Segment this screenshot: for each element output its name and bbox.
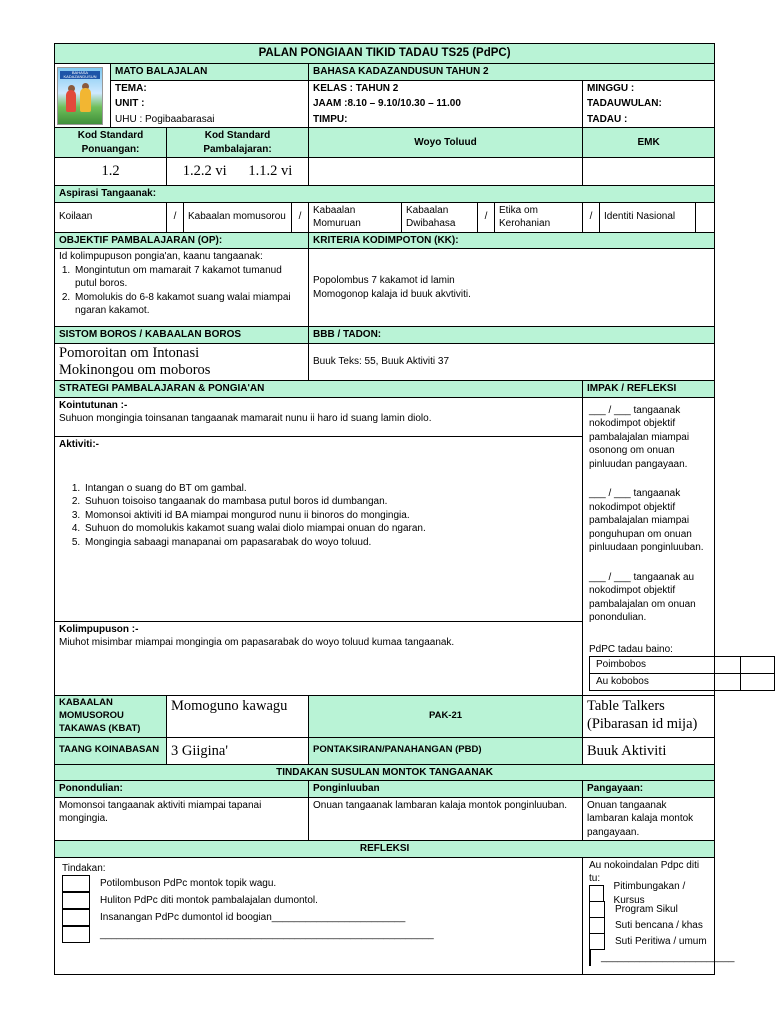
impak-p1: ___ / ___ tangaanak nokodimpot objektif pambalajalan miampai osonong om onuan pinluudan pangayaan. (589, 404, 690, 470)
tindakan-item: ____________________________________________________________ (100, 928, 434, 940)
kolimpupuson-text: Miuhot misimbar miampai mongingia om papasarabak do woyo toluud kumaa tangaanak. (59, 637, 455, 649)
aktiviti-item: 2. Suhuon toisoiso tangaanak do mambasa putul boros id dumbangan. (83, 495, 578, 509)
mato-label: MATO BALAJALAN (111, 64, 309, 81)
kod-pambalajaran-value: 1.2.2 vi 1.1.2 vi (167, 158, 309, 186)
kointutunan-text: Suhuon mongingia toinsanan tangaanak mamarait nunu ii haro id suang lamin diolo. (59, 413, 432, 425)
tindakan-label: Tindakan: (62, 862, 106, 874)
book-cover-cell (55, 64, 111, 128)
taang-value: 3 Giigina' (167, 737, 309, 764)
reason-checkbox[interactable] (589, 917, 605, 934)
sistom-label: SISTOM BOROS / KABAALAN BOROS (55, 327, 309, 344)
poimbobos-checkbox[interactable] (741, 657, 775, 674)
jaam-label: JAAM :8.10 – 9.10/10.30 – 11.00 (309, 96, 583, 112)
pangayaan-text: Onuan tangaanak lambaran kalaja montok pangayaan. (583, 797, 715, 841)
tema-label: TEMA: (111, 80, 309, 96)
reason-item: Pitimbungakan / Kursus (613, 881, 686, 906)
strategi-label: STRATEGI PAMBALAJARAN & PONGIA'AN (55, 381, 583, 398)
aktiviti-cell (55, 437, 583, 622)
aspirasi-tick-4: / (583, 202, 600, 232)
option-au-kobobos: Au kobobos (590, 674, 741, 691)
reason-checkbox[interactable] (589, 949, 591, 966)
ponondulian-text: Momonsoi tangaanak aktiviti miampai tapanai mongingia. (55, 797, 309, 841)
option-poimbobos: Poimbobos (590, 657, 741, 674)
bbb-text: Buuk Teks: 55, Buuk Aktiviti 37 (309, 343, 715, 381)
ponginluuban-text: Onuan tangaanak lambaran kalaja montok ponginluuban. (309, 797, 583, 841)
nokoindalan-label: Au nokoindalan Pdpc diti tu: (589, 859, 700, 885)
tindakan-checkbox[interactable] (62, 926, 90, 943)
aktiviti-label: Aktiviti:- (59, 439, 99, 451)
kointutunan-cell (55, 397, 583, 437)
nokoindalan-cell (583, 857, 735, 974)
pdpc-label: PdPC tadau baino: (589, 643, 673, 655)
tadau-label: TADAU : (583, 112, 715, 128)
emk-value (583, 158, 715, 186)
impak-p2: ___ / ___ tangaanak nokodimpot objektif pambalajalan miampai ponguhupan om onuan pinluudaan ponginluuban. (589, 488, 704, 554)
tindakan-checkbox[interactable] (62, 875, 90, 892)
taang-label: TAANG KOINABASAN (55, 737, 167, 764)
impak-content (583, 397, 715, 696)
objektif-item: 1. Mongintutun om mamarait 7 kakamot tumanud putul boros. (73, 264, 304, 291)
tindakan-checkbox[interactable] (62, 909, 90, 926)
impak-p3: ___ / ___ tangaanak au nokodimpot objektif pambalajalan om onuan ponondulian. (589, 571, 696, 624)
aspirasi-tick-3: / (478, 202, 495, 232)
aspirasi-tick-1: / (167, 202, 184, 232)
reason-checkbox[interactable] (589, 885, 604, 902)
aspirasi-item-momuruan: Kabaalan Momuruan (309, 202, 402, 232)
woyo-toluud-value (309, 158, 583, 186)
pdpc-options (589, 656, 775, 691)
reason-item: Suti Peritiwa / umum (615, 935, 707, 947)
tindakan-susulan-label: TINDAKAN SUSULAN MONTOK TANGAANAK (55, 764, 715, 781)
kelas-label: KELAS : TAHUN 2 (309, 80, 583, 96)
uhu-label: UHU : Pogibaabarasai (111, 112, 309, 128)
ponondulian-label: Ponondulian: (55, 781, 309, 798)
sistom-line-2: Mokinongou om moboros (59, 361, 211, 378)
aktiviti-item: 1. Intangan o suang do BT om gambal. (83, 482, 578, 496)
kolimpupuson-label: Kolimpupuson :- (59, 623, 139, 635)
ponginluuban-label: Ponginluuban (309, 781, 583, 798)
au-kobobos-checkbox[interactable] (741, 674, 775, 691)
kriteria-text: Popolombus 7 kakamot id lamin Momogonop kalaja id buuk akvtiviti. (313, 275, 471, 300)
objektif-item: 2. Momolukis do 6-8 kakamot suang walai miampai ngaran kakamot. (73, 291, 304, 318)
book-cover-image (57, 67, 103, 125)
kriteria-content (309, 249, 715, 327)
reason-item: ________________________ (601, 951, 735, 963)
aspirasi-label: Aspirasi Tangaanak: (55, 186, 715, 203)
aktiviti-item: 4. Suhuon do momolukis kakamot suang walai diolo miampai onuan do ngaran. (83, 522, 578, 536)
refleksi-label: REFLEKSI (55, 841, 715, 858)
reason-checkbox[interactable] (589, 901, 605, 918)
objektif-intro: Id kolimpupuson pongia'an, kaanu tangaanak: (59, 251, 263, 262)
lesson-plan-document (54, 43, 735, 975)
tindakan-cell (55, 857, 583, 974)
kointutunan-label: Kointutunan :- (59, 399, 128, 411)
aspirasi-item-identiti: Identiti Nasional (600, 202, 696, 232)
tindakan-checkbox[interactable] (62, 892, 90, 909)
tindakan-item: Potilombuson PdPc montok topik wagu. (100, 877, 277, 889)
objektif-content (55, 249, 309, 327)
kod-ponuangan-value: 1.2 (55, 158, 167, 186)
pak21-value: Table Talkers (Pibarasan id mija) (583, 696, 715, 737)
reason-checkbox[interactable] (589, 933, 605, 950)
timpu-label: TIMPU: (309, 112, 583, 128)
bbb-label: BBB / TADON: (309, 327, 715, 344)
lesson-plan-table (54, 43, 735, 975)
emk-label: EMK (583, 128, 715, 158)
objektif-label: OBJEKTIF PAMBALAJARAN (OP): (55, 232, 309, 249)
sistom-line-1: Pomoroitan om Intonasi (59, 344, 200, 361)
pbd-value: Buuk Aktiviti (583, 737, 715, 764)
document-title: PALAN PONGIAAN TIKID TADAU TS25 (PdPC) (55, 44, 715, 64)
aktiviti-item: 5. Mongingia sabaagi manapanai om papasarabak do woyo toluud. (83, 536, 578, 550)
kbat-label: KABAALAN MOMUSOROU TAKAWAS (KBAT) (55, 696, 167, 737)
aktiviti-item: 3. Momonsoi aktiviti id BA miampai mongurod nunu ii binoros do mongingia. (83, 509, 578, 523)
aspirasi-item-koilaan: Koilaan (55, 202, 167, 232)
reason-item: Suti bencana / khas (615, 919, 703, 931)
kolimpupuson-cell (55, 621, 583, 695)
tindakan-item: Insanangan PdPc dumontol id boogian________________________ (100, 911, 406, 923)
sistom-content (55, 343, 309, 381)
kbat-value: Momoguno kawagu (167, 696, 309, 737)
kod-ponuangan-label: Kod Standard Ponuangan: (55, 128, 167, 158)
aspirasi-tick-5 (696, 202, 715, 232)
pbd-label: PONTAKSIRAN/PANAHANGAN (PBD) (309, 737, 583, 764)
tindakan-item: Huliton PdPc diti montok pambalajalan dumontol. (100, 894, 318, 906)
mato-value: BAHASA KADAZANDUSUN TAHUN 2 (309, 64, 715, 81)
aspirasi-item-momusorou: Kabaalan momusorou (184, 202, 292, 232)
kod-pambalajaran-label: Kod Standard Pambalajaran: (167, 128, 309, 158)
minggu-label: MINGGU : (583, 80, 715, 96)
tadauwulan-label: TADAUWULAN: (583, 96, 715, 112)
impak-label: IMPAK / REFLEKSI (583, 381, 715, 398)
book-cover-title: BAHASA KADAZANDUSUN (60, 71, 100, 79)
aspirasi-item-dwibahasa: Kabaalan Dwibahasa (402, 202, 478, 232)
pak21-label: PAK-21 (309, 696, 583, 737)
reason-item: Program Sikul (615, 903, 678, 915)
kriteria-label: KRITERIA KODIMPOTON (KK): (309, 232, 715, 249)
unit-label: UNIT : (111, 96, 309, 112)
pangayaan-label: Pangayaan: (583, 781, 715, 798)
woyo-toluud-label: Woyo Toluud (309, 128, 583, 158)
aspirasi-tick-2: / (292, 202, 309, 232)
aspirasi-item-etika: Etika om Kerohanian (495, 202, 583, 232)
